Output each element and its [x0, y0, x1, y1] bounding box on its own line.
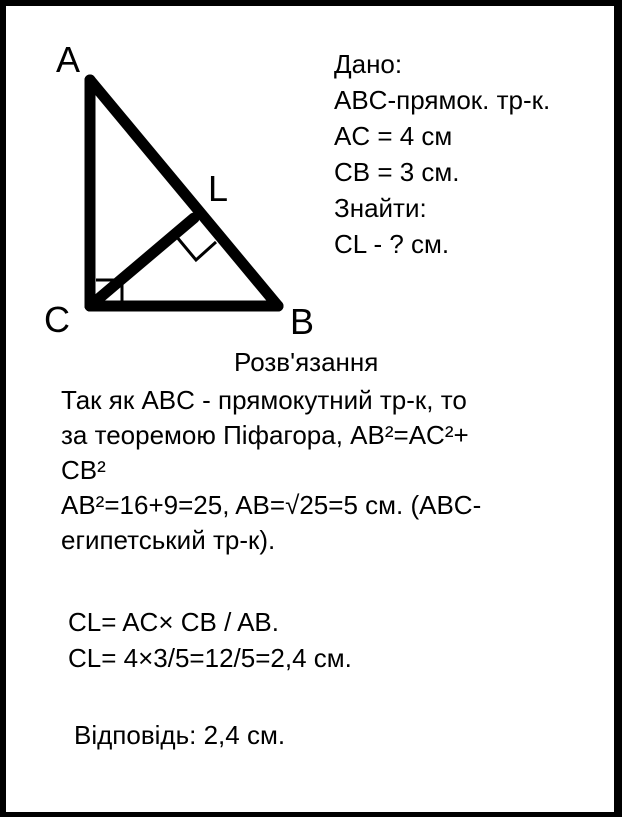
find-heading: Знайти: [334, 193, 427, 223]
solution-line: AB²=16+9=25, AB=√25=5 см. (ABC- [61, 490, 482, 520]
formula-line: CL= 4×3/5=12/5=2,4 см. [68, 643, 352, 673]
solution-line: египетський тр-к). [61, 525, 276, 555]
vertex-label-a: A [56, 39, 81, 80]
answer-line: Відповідь: 2,4 см. [74, 720, 286, 750]
vertex-label-b: B [290, 301, 315, 342]
altitude-cl [90, 218, 194, 306]
find-line: CL - ? см. [334, 229, 450, 259]
given-line-triangle: ABC-прямок. тр-к. [334, 85, 551, 115]
vertex-label-c: C [44, 299, 70, 340]
given-heading: Дано: [334, 49, 403, 79]
formula-line: CL= AC× CB / AB. [68, 607, 279, 637]
vertex-label-l: L [208, 168, 229, 209]
given-line-ac: AC = 4 см [334, 121, 453, 151]
given-block [334, 46, 550, 262]
solution-line: CB² [61, 455, 106, 485]
side-ab [90, 80, 278, 306]
given-line-cb: CB = 3 см. [334, 157, 460, 187]
solution-title: Розв'язання [234, 347, 379, 377]
solution-text [61, 383, 581, 558]
solution-line: Так як ABC - прямокутний тр-к, то [61, 385, 467, 415]
solution-line: за теоремою Піфагора, AB²=AC²+ [61, 420, 469, 450]
formula-block [68, 604, 352, 676]
right-angle-marker-l [176, 236, 216, 260]
worksheet-page [6, 6, 614, 812]
